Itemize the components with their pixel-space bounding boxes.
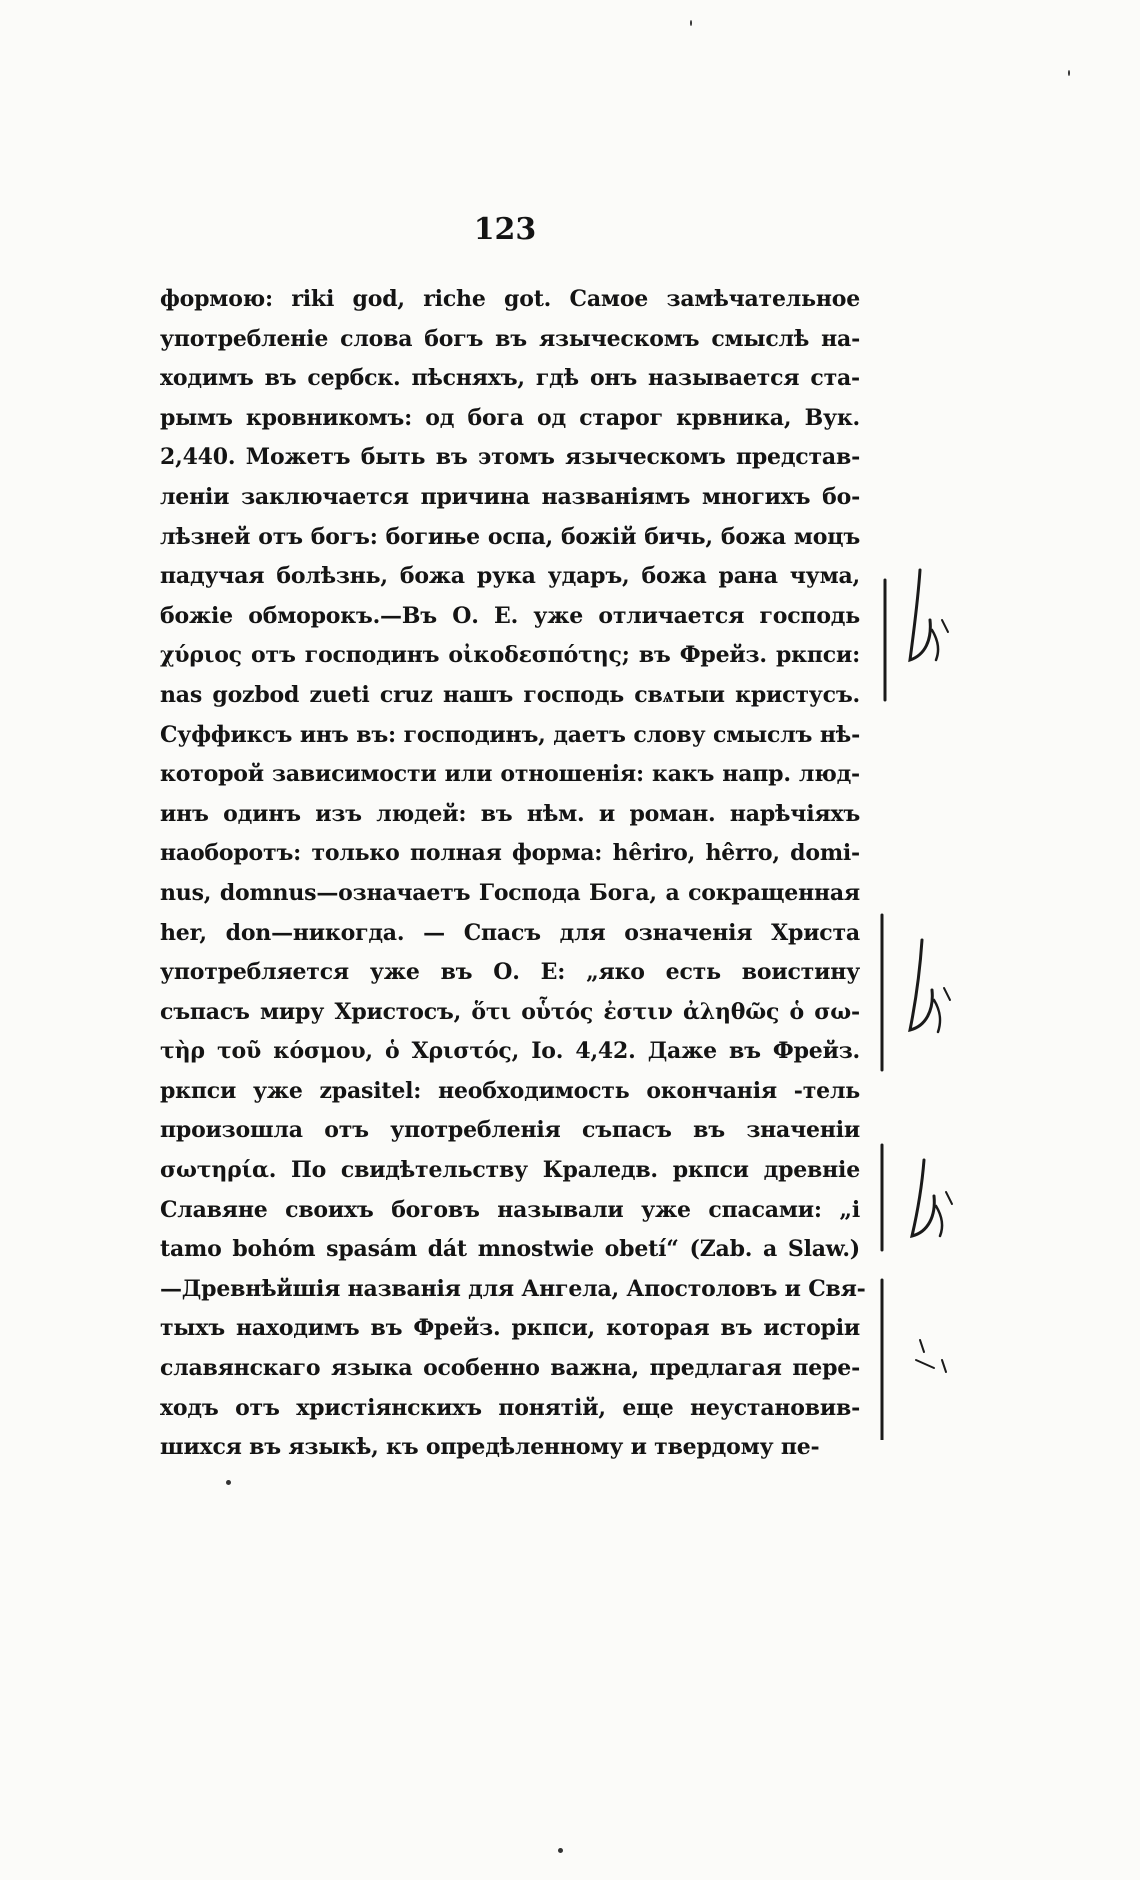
text-line: Славяне своихъ боговъ называли уже спасами: „i — [160, 1196, 860, 1223]
text-line: лѣзней отъ богъ: богиње оспа, божій бичь, божа моцъ — [160, 523, 860, 550]
speck — [1068, 70, 1070, 76]
speck — [558, 1848, 563, 1853]
text-line: her, don—никогда. — Спасъ для означенія Христа — [160, 919, 860, 946]
text-line: которой зависимости или отношенія: какъ напр. люд- — [160, 761, 860, 788]
text-line: божіе обморокъ.—Въ О. Е. уже отличается господь — [160, 602, 860, 629]
text-line: употребленіе слова богъ въ языческомъ смыслѣ на- — [160, 325, 860, 352]
text-line: рымъ кровникомъ: од бога од старог крвника, Вук. — [160, 404, 860, 431]
text-line: ходимъ въ сербск. пѣсняхъ, гдѣ онъ называется ста- — [160, 365, 860, 392]
speck — [226, 1480, 231, 1485]
text-line: —Древнѣйшія названія для Ангела, Апостоловъ и Свя- — [160, 1275, 866, 1302]
text-line: употребляется уже въ О. Е: „яко есть воистину — [160, 959, 860, 986]
text-line: произошла отъ употребленія съпасъ въ значеніи — [160, 1117, 860, 1144]
text-line: леніи заключается причина названіямъ многихъ бо- — [160, 483, 860, 510]
text-line: шихся въ языкѣ, къ опредѣленному и твердому пе- — [160, 1434, 820, 1461]
margin-mark-1 — [880, 560, 1000, 1440]
text-line: наоборотъ: только полная форма: hêriro, hêrro, domi- — [160, 840, 860, 867]
text-line: съпасъ миру Христосъ, ὅτι οὗτός ἐστιν ἀληθῶς ὁ σω- — [160, 998, 860, 1025]
text-line: славянскаго языка особенно важна, предлагая пере- — [160, 1355, 860, 1382]
text-line: ходъ отъ христіянскихъ понятій, еще неустановив- — [160, 1394, 860, 1421]
speck — [690, 20, 692, 26]
text-line: χύριος отъ господинъ οἰκοδεσπότης; въ Фрейз. ркпси: — [160, 642, 860, 669]
text-line: 2,440. Можетъ быть въ этомъ языческомъ представ- — [160, 444, 860, 471]
text-line: τὴρ τοῦ κόσμου, ὁ Χριστός, Іо. 4,42. Даже въ Фрейз. — [160, 1038, 860, 1065]
margin-annotations — [880, 560, 1000, 1440]
text-line: Суффиксъ инъ въ: господинъ, даетъ слову смыслъ нѣ- — [160, 721, 860, 748]
text-line: формою: riki god, riche got. Самое замѣчательное — [160, 286, 860, 312]
text-line: σωτηρία. По свидѣтельству Краледв. ркпси древніе — [160, 1157, 860, 1184]
body-text — [160, 280, 866, 1468]
text-line: инъ одинъ изъ людей: въ нѣм. и роман. нарѣчіяхъ — [160, 800, 860, 827]
text-line: падучая болѣзнь, божа рука ударъ, божа рана чума, — [160, 563, 860, 590]
page-number: 123 — [473, 212, 537, 247]
text-line: ркпси уже zpasitel: необходимость окончанія -тель — [160, 1077, 860, 1104]
text-line: тыхъ находимъ въ Фрейз. ркпси, которая въ исторіи — [160, 1315, 860, 1342]
text-line: nus, domnus—означаетъ Господа Бога, а сокращенная — [160, 879, 860, 906]
text-line: nas gozbod zueti cruz нашъ господь свѧтыи кристусъ. — [160, 681, 860, 708]
text-line: tamo bohóm spasám dát mnostwie obetí“ (Zab. a Slaw.) — [160, 1236, 860, 1263]
